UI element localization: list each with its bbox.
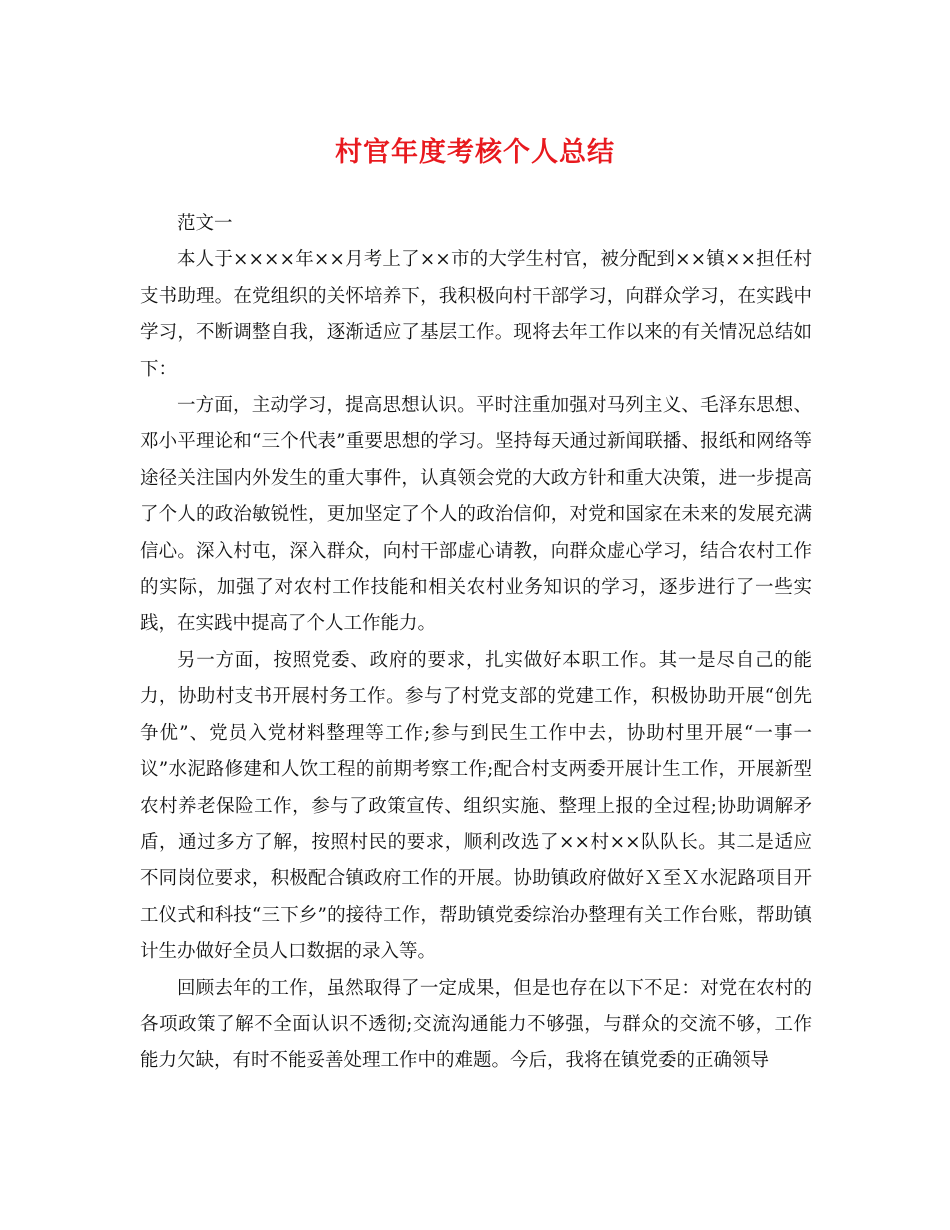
document-title: 村官年度考核个人总结 xyxy=(335,137,615,168)
paragraph-study: 一方面，主动学习，提高思想认识。平时注重加强对马列主义、毛泽东思想、邓小平理论和“三个代表”重要思想的学习。坚持每天通过新闻联播、报纸和网络等途径关注国内外发生的重大事件，认真领会党的大政方针和重大决策，进一步提高了个人的政治敏锐性，更加坚定了个人的政治信仰，对党和国家在未来的发展充满信心。深入村屯，深入群众，向村干部虚心请教，向群众虚心学习，结合农村工作的实际，加强了对农村工作技能和相关农村业务知识的学习，逐步进行了一些实践，在实践中提高了个人工作能力。 xyxy=(140,395,812,635)
paragraph-review: 回顾去年的工作，虽然取得了一定成果，但是也存在以下不足：对党在农村的各项政策了解不全面认识不透彻;交流沟通能力不够强，与群众的交流不够，工作能力欠缺，有时不能妥善处理工作中的难题。今后，我将在镇党委的正确领导 xyxy=(140,977,812,1072)
document-body xyxy=(140,206,812,1080)
paragraph-work: 另一方面，按照党委、政府的要求，扎实做好本职工作。其一是尽自己的能力，协助村支书开展村务工作。参与了村党支部的党建工作，积极协助开展“创先争优”、党员入党材料整理等工作;参与到民生工作中去，协助村里开展“一事一议”水泥路修建和人饮工程的前期考察工作;配合村支两委开展计生工作，开展新型农村养老保险工作，参与了政策宣传、组织实施、整理上报的全过程;协助调解矛盾，通过多方了解，按照村民的要求，顺利改选了××村××队队长。其二是适应不同岗位要求，积极配合镇政府工作的开展。协助镇政府做好Ｘ至Ｘ水泥路项目开工仪式和科技“三下乡”的接待工作，帮助镇党委综治办整理有关工作台账，帮助镇计生办做好全员人口数据的录入等。 xyxy=(140,649,812,963)
paragraph-sample-label: 范文一 xyxy=(177,213,233,234)
paragraph-intro: 本人于××××年××月考上了××市的大学生村官，被分配到××镇××担任村支书助理。在党组织的关怀培养下，我积极向村干部学习，向群众学习，在实践中学习，不断调整自我，逐渐适应了基层工作。现将去年工作以来的有关情况总结如下： xyxy=(140,249,812,380)
